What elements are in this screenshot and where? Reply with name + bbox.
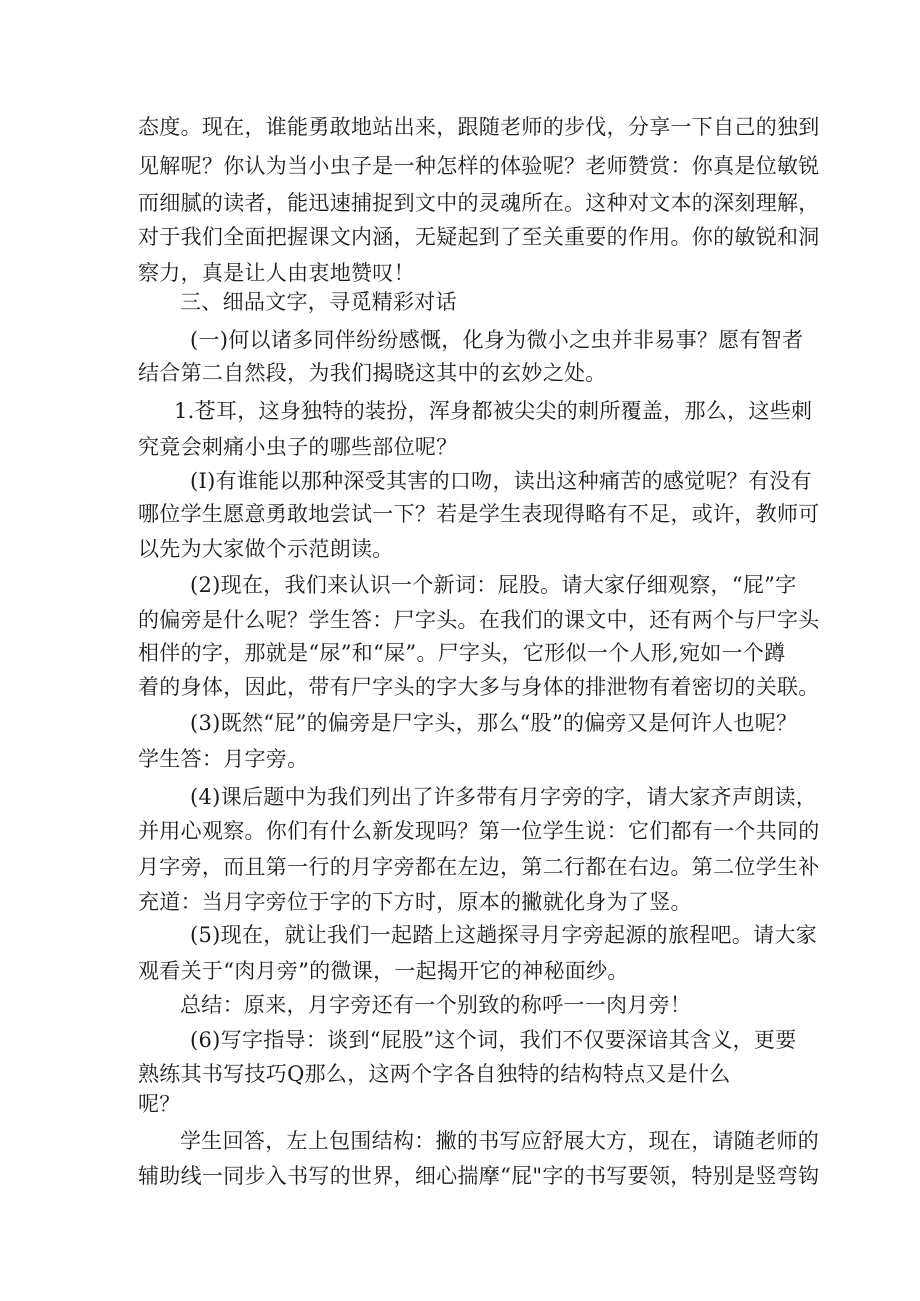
text-line: 以先为大家做个示范朗读。 xyxy=(138,537,394,561)
text-line: 月字旁，而且第一行的月字旁都在左边，第二行都在右边。第二位学生补 xyxy=(138,855,820,879)
text-line: 呢？ xyxy=(138,1092,181,1116)
text-line: 1.苍耳，这身独特的装扮，浑身都被尖尖的刺所覆盖，那么，这些刺 xyxy=(174,399,813,423)
text-line: 究竟会刺痛小虫子的哪些部位呢？ xyxy=(138,435,458,459)
text-line: 察力，真是让人由衷地赞叹！ xyxy=(138,261,415,285)
text-line: 的偏旁是什么呢？学生答：尸字头。在我们的课文中，还有两个与尸字头 xyxy=(138,608,820,632)
text-line: (6)写字指导：谈到“屁股”这个词，我们不仅要深谙其含义，更要 xyxy=(190,1028,797,1052)
text-line: (3)既然“屁”的偏旁是尸字头，那么“股”的偏旁又是何许人也呢？ xyxy=(190,711,798,735)
text-line: (2)现在，我们来认识一个新词：屁股。请大家仔细观察，“屁”字 xyxy=(190,573,797,597)
text-line: (4)课后题中为我们列出了许多带有月字旁的字，请大家齐声朗读， xyxy=(190,785,818,809)
text-line: 并用心观察。你们有什么新发现吗？第一位学生说：它们都有一个共同的 xyxy=(138,819,820,843)
text-line: 哪位学生愿意勇敢地尝试一下？若是学生表现得略有不足，或许，教师可 xyxy=(138,502,820,526)
text-line: 态度。现在，谁能勇敢地站出来，跟随老师的步伐，分享一下自己的独到 xyxy=(138,115,820,139)
text-line: 学生答：月字旁。 xyxy=(138,747,309,771)
text-line: (一)何以诸多同伴纷纷感慨，化身为微小之虫并非易事？愿有智者 xyxy=(190,328,804,352)
text-line: 充道：当月字旁位于字的下方时，原本的撇就化身为了竖。 xyxy=(138,890,692,914)
text-line: 对于我们全面把握课文内涵，无疑起到了至关重要的作用。你的敏锐和洞 xyxy=(138,225,820,249)
text-line: (5)现在，就让我们一起踏上这趟探寻月字旁起源的旅程吧。请大家 xyxy=(190,923,818,947)
text-line: 观看关于“肉月旁”的微课，一起揭开它的神秘面纱。 xyxy=(138,959,629,983)
text-line: (I)有谁能以那种深受其害的口吻，读出这种痛苦的感觉呢？有没有 xyxy=(190,469,812,493)
text-line: 着的身体，因此，带有尸字头的字大多与身体的排泄物有着密切的关联。 xyxy=(138,675,820,699)
text-line: 学生回答，左上包围结构：撇的书写应舒展大方，现在，请随老师的 xyxy=(180,1129,819,1153)
text-line: 辅助线一同步入书写的世界，细心揣摩“屁"字的书写要领，特别是竖弯钩 xyxy=(138,1164,820,1188)
text-line: 见解呢？你认为当小虫子是一种怎样的体验呢？老师赞赏：你真是位敏锐 xyxy=(138,154,820,178)
summary-line: 总结：原来，月字旁还有一个别致的称呼一一肉月旁！ xyxy=(180,993,692,1017)
section-heading: 三、细品文字，寻觅精彩对话 xyxy=(180,290,457,314)
text-line: 结合第二自然段，为我们揭晓这其中的玄妙之处。 xyxy=(138,361,607,385)
text-line: 而细腻的读者，能迅速捕捉到文中的灵魂所在。这种对文本的深刻理解， xyxy=(138,191,820,215)
text-line: 相伴的字，那就是“尿”和“屎”。尸字头，它形似一个人形,宛如一个蹲 xyxy=(138,641,786,665)
text-line: 熟练其书写技巧Q那么，这两个字各自独特的结构特点又是什么 xyxy=(138,1062,731,1086)
